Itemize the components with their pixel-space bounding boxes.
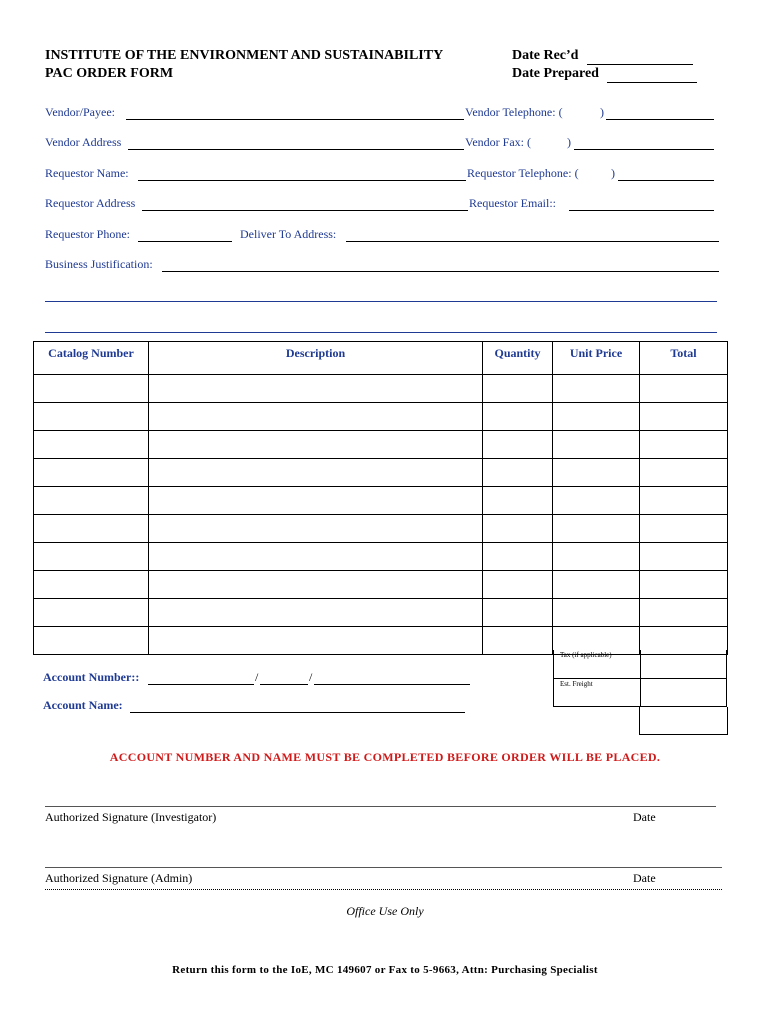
office-use-label: Office Use Only [346, 904, 424, 918]
requestor-name-field[interactable] [138, 180, 466, 181]
investigator-signature-line[interactable] [45, 806, 716, 807]
freight-label: Est. Freight [560, 680, 593, 688]
vendor-address-label: Vendor Address [45, 135, 122, 149]
catalog-number-cell[interactable] [34, 375, 149, 403]
table-row [34, 571, 728, 599]
account-number-sep-1: / [255, 670, 259, 684]
quantity-cell[interactable] [483, 515, 553, 543]
account-number-field-1[interactable] [148, 684, 254, 685]
account-number-field-3[interactable] [314, 684, 470, 685]
requestor-telephone-label: Requestor Telephone: ( [467, 166, 579, 180]
date-prepared-field[interactable] [607, 82, 697, 83]
form-title: PAC ORDER FORM [45, 66, 174, 81]
header-description: Description [149, 342, 483, 375]
description-cell[interactable] [149, 375, 483, 403]
table-row [34, 375, 728, 403]
description-cell[interactable] [149, 431, 483, 459]
catalog-number-cell[interactable] [34, 571, 149, 599]
header-total: Total [640, 342, 728, 375]
quantity-cell[interactable] [483, 543, 553, 571]
table-row [34, 599, 728, 627]
description-cell[interactable] [149, 515, 483, 543]
description-cell[interactable] [149, 571, 483, 599]
total-cell[interactable] [640, 487, 728, 515]
return-instructions: Return this form to the IoE, MC 149607 or Fax to 5-9663, Attn: Purchasing Specialist [172, 964, 598, 976]
account-number-label: Account Number:: [43, 670, 140, 684]
table-row [34, 515, 728, 543]
quantity-cell[interactable] [483, 571, 553, 599]
unit-price-cell[interactable] [553, 375, 640, 403]
header-quantity: Quantity [483, 342, 553, 375]
vendor-fax-field[interactable] [574, 149, 714, 150]
unit-price-cell[interactable] [553, 543, 640, 571]
quantity-cell[interactable] [483, 375, 553, 403]
unit-price-cell[interactable] [553, 403, 640, 431]
header-catalog-number: Catalog Number [34, 342, 149, 375]
unit-price-cell[interactable] [553, 487, 640, 515]
requestor-address-label: Requestor Address [45, 196, 136, 210]
total-cell[interactable] [640, 431, 728, 459]
investigator-date-label: Date [633, 810, 656, 824]
total-cell[interactable] [640, 571, 728, 599]
quantity-cell[interactable] [483, 431, 553, 459]
business-justification-field[interactable] [162, 271, 719, 272]
unit-price-cell[interactable] [553, 459, 640, 487]
table-row [34, 487, 728, 515]
business-justification-label: Business Justification: [45, 257, 153, 271]
requestor-address-field[interactable] [142, 210, 468, 211]
total-cell[interactable] [640, 543, 728, 571]
tax-value-cell[interactable] [639, 650, 727, 679]
description-cell[interactable] [149, 543, 483, 571]
requestor-email-label: Requestor Email:: [469, 196, 556, 210]
admin-signature-line[interactable] [45, 867, 722, 868]
catalog-number-cell[interactable] [34, 487, 149, 515]
account-name-label: Account Name: [43, 698, 123, 712]
deliver-to-field[interactable] [346, 241, 719, 242]
table-row [34, 431, 728, 459]
quantity-cell[interactable] [483, 599, 553, 627]
table-header-row [34, 342, 728, 375]
date-prepared-label: Date Prepared [512, 66, 599, 81]
quantity-cell[interactable] [483, 627, 553, 655]
office-use-divider [45, 889, 722, 890]
description-cell[interactable] [149, 627, 483, 655]
account-number-field-2[interactable] [260, 684, 308, 685]
institute-name: INSTITUTE OF THE ENVIRONMENT AND SUSTAINABILITY [45, 48, 444, 63]
required-notice: ACCOUNT NUMBER AND NAME MUST BE COMPLETED BEFORE ORDER WILL BE PLACED. [109, 750, 661, 764]
unit-price-cell[interactable] [553, 599, 640, 627]
requestor-telephone-paren: ) [611, 166, 615, 180]
table-row [34, 543, 728, 571]
unit-price-cell[interactable] [553, 571, 640, 599]
table-row [34, 403, 728, 431]
freight-label-cell [553, 679, 641, 707]
total-cell[interactable] [640, 515, 728, 543]
date-received-label: Date Rec’d [512, 48, 579, 63]
vendor-payee-label: Vendor/Payee: [45, 105, 115, 119]
catalog-number-cell[interactable] [34, 599, 149, 627]
description-cell[interactable] [149, 459, 483, 487]
tax-label-cell [553, 650, 641, 679]
catalog-number-cell[interactable] [34, 431, 149, 459]
total-cell[interactable] [640, 599, 728, 627]
account-name-field[interactable] [130, 712, 465, 713]
quantity-cell[interactable] [483, 487, 553, 515]
description-cell[interactable] [149, 403, 483, 431]
freight-value-cell[interactable] [639, 679, 727, 707]
vendor-telephone-paren: ) [600, 105, 604, 119]
catalog-number-cell[interactable] [34, 459, 149, 487]
description-cell[interactable] [149, 487, 483, 515]
requestor-name-label: Requestor Name: [45, 166, 129, 180]
requestor-telephone-field[interactable] [618, 180, 714, 181]
unit-price-cell[interactable] [553, 515, 640, 543]
vendor-payee-field[interactable] [126, 119, 464, 120]
requestor-phone-field[interactable] [138, 241, 232, 242]
order-items-table [33, 341, 728, 655]
date-received-field[interactable] [587, 64, 693, 65]
deliver-to-label: Deliver To Address: [240, 227, 337, 241]
justification-line-3[interactable] [45, 332, 717, 333]
account-number-sep-2: / [309, 670, 313, 684]
total-cell[interactable] [640, 459, 728, 487]
vendor-address-field[interactable] [128, 149, 464, 150]
requestor-email-field[interactable] [569, 210, 714, 211]
header-unit-price: Unit Price [553, 342, 640, 375]
quantity-cell[interactable] [483, 459, 553, 487]
catalog-number-cell[interactable] [34, 627, 149, 655]
grand-total-cell[interactable] [639, 707, 728, 735]
catalog-number-cell[interactable] [34, 543, 149, 571]
tax-label: Tax (if applicable) [560, 651, 612, 659]
total-cell[interactable] [640, 403, 728, 431]
justification-line-2[interactable] [45, 301, 717, 302]
vendor-telephone-label: Vendor Telephone: ( [465, 105, 563, 119]
vendor-fax-label: Vendor Fax: ( [465, 135, 531, 149]
vendor-telephone-field[interactable] [606, 119, 714, 120]
admin-signature-label: Authorized Signature (Admin) [45, 871, 193, 885]
quantity-cell[interactable] [483, 403, 553, 431]
catalog-number-cell[interactable] [34, 515, 149, 543]
table-row [34, 459, 728, 487]
requestor-phone-label: Requestor Phone: [45, 227, 130, 241]
vendor-fax-paren: ) [567, 135, 571, 149]
investigator-signature-label: Authorized Signature (Investigator) [45, 810, 217, 824]
admin-date-label: Date [633, 871, 656, 885]
unit-price-cell[interactable] [553, 431, 640, 459]
description-cell[interactable] [149, 599, 483, 627]
catalog-number-cell[interactable] [34, 403, 149, 431]
total-cell[interactable] [640, 375, 728, 403]
